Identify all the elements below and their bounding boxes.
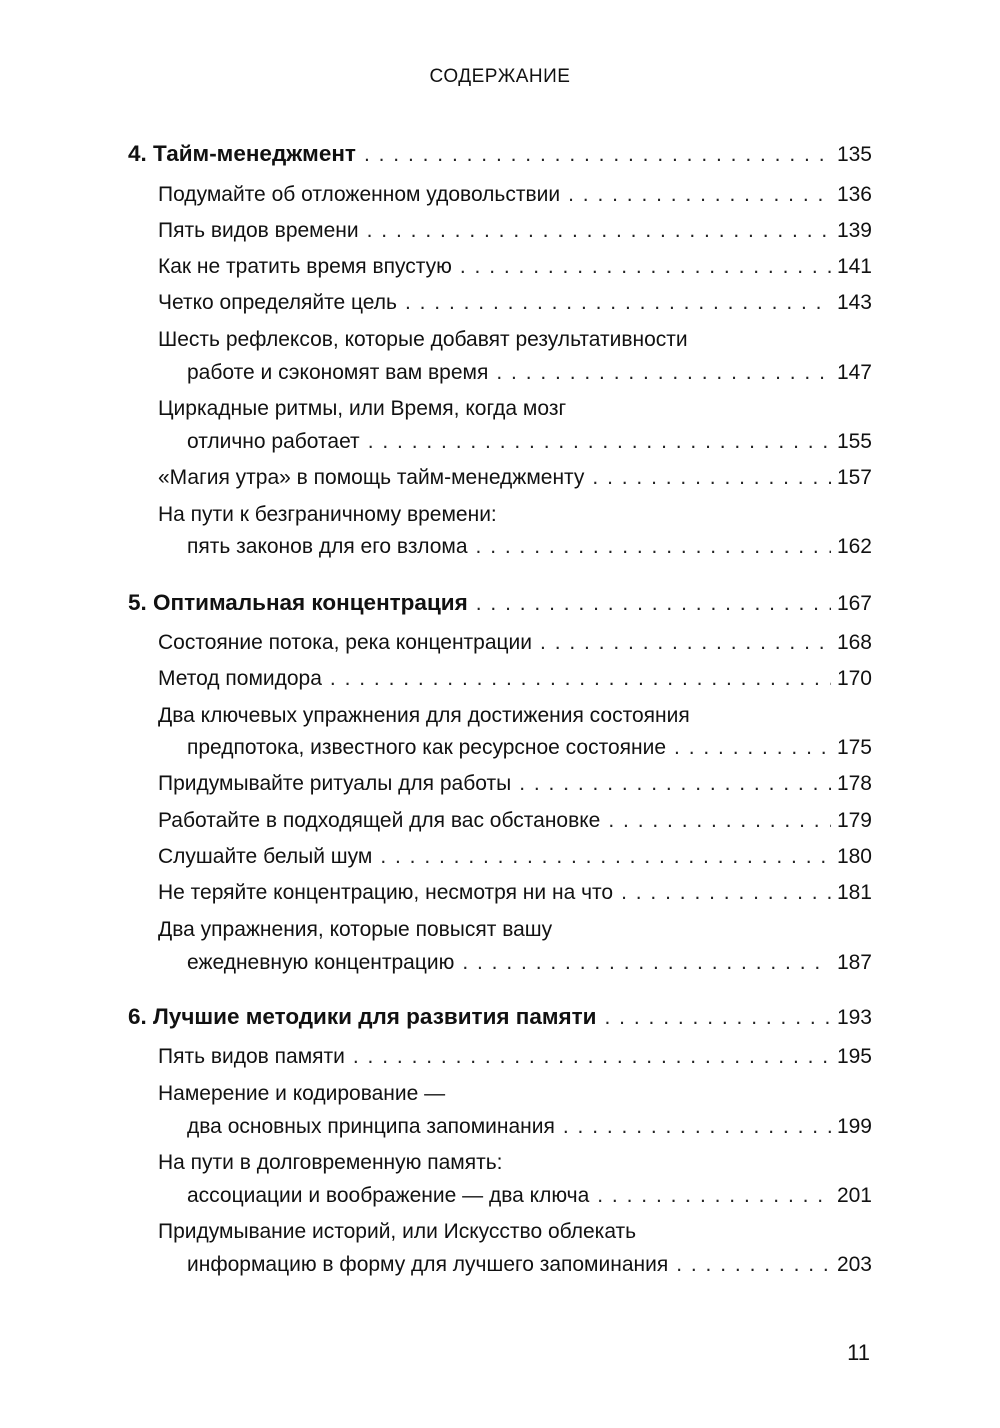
chapter-title: 5. Оптимальная концентрация	[128, 590, 468, 615]
entry-title-continuation: ежедневную концентрацию	[187, 951, 455, 974]
toc-entry[interactable]	[158, 879, 872, 907]
leader-dots	[330, 665, 831, 693]
leader-dots	[460, 253, 831, 281]
leader-dots	[605, 1004, 831, 1032]
entry-title: Два ключевых упражнения для достижения состояния	[158, 704, 690, 727]
entry-title-continuation: ассоциации и воображение — два ключа	[187, 1184, 590, 1207]
entry-title: На пути к безграничному времени:	[158, 503, 497, 526]
entry-title: Не теряйте концентрацию, несмотря ни на что	[158, 881, 614, 904]
page-number: 175	[836, 736, 872, 759]
leader-dots	[676, 1251, 831, 1279]
leader-dots	[476, 590, 831, 618]
chapter-title: 6. Лучшие методики для развития памяти	[128, 1004, 597, 1029]
entry-title: Придумывание историй, или Искусство облекать	[158, 1220, 637, 1243]
toc-entry-first-line[interactable]	[158, 1218, 872, 1246]
toc-entry-first-line[interactable]	[158, 501, 872, 529]
entry-title-continuation: пять законов для его взлома	[187, 535, 468, 558]
page-number: 170	[836, 667, 872, 690]
page-number: 139	[836, 219, 872, 242]
page-number: 147	[836, 361, 872, 384]
page-number: 193	[836, 1006, 872, 1029]
toc-entry[interactable]	[158, 807, 872, 835]
entry-title: Метод помидора	[158, 667, 322, 690]
entry-title: Два упражнения, которые повысят вашу	[158, 918, 553, 941]
entry-title-continuation: отлично работает	[187, 430, 360, 453]
page-number: 136	[836, 183, 872, 206]
page-number: 168	[836, 631, 872, 654]
leader-dots	[674, 734, 831, 762]
toc-entry[interactable]	[158, 217, 872, 245]
toc-entry-continuation[interactable]	[187, 428, 872, 456]
entry-title: Работайте в подходящей для вас обстановке	[158, 809, 601, 832]
page-number: 155	[836, 430, 872, 453]
entry-title: Пять видов памяти	[158, 1045, 345, 1068]
leader-dots	[608, 807, 831, 835]
leader-dots	[592, 464, 831, 492]
folio-page-number: 11	[847, 1340, 870, 1365]
page-number: 203	[836, 1253, 872, 1276]
leader-dots	[380, 843, 831, 871]
toc-entry[interactable]	[158, 289, 872, 317]
entry-title: Как не тратить время впустую	[158, 255, 452, 278]
leader-dots	[496, 359, 831, 387]
page-number: 141	[836, 255, 872, 278]
running-header: СОДЕРЖАНИЕ	[429, 66, 571, 87]
toc-entry-first-line[interactable]	[158, 1080, 872, 1108]
leader-dots	[367, 217, 831, 245]
leader-dots	[368, 428, 831, 456]
toc-entry-continuation[interactable]	[187, 1182, 872, 1210]
leader-dots	[597, 1182, 831, 1210]
toc-chapter-6[interactable]	[128, 1003, 872, 1032]
toc-entry-continuation[interactable]	[187, 1113, 872, 1141]
entry-title-continuation: два основных принципа запоминания	[187, 1115, 555, 1138]
chapter-title: 4. Тайм-менеджмент	[128, 141, 356, 166]
toc-entry[interactable]	[158, 464, 872, 492]
leader-dots	[563, 1113, 831, 1141]
toc-entry[interactable]	[158, 181, 872, 209]
page-number: 178	[836, 772, 872, 795]
page-number: 135	[836, 143, 872, 166]
page-number: 167	[836, 592, 872, 615]
page-number: 143	[836, 291, 872, 314]
toc-entry-continuation[interactable]	[187, 359, 872, 387]
leader-dots	[405, 289, 831, 317]
entry-title-continuation: информацию в форму для лучшего запоминания	[187, 1253, 669, 1276]
page-number: 199	[836, 1115, 872, 1138]
toc-entry-continuation[interactable]	[187, 949, 872, 977]
toc-entry[interactable]	[158, 253, 872, 281]
toc-entry[interactable]	[158, 1043, 872, 1071]
entry-title-continuation: предпотока, известного как ресурсное состояние	[187, 736, 667, 759]
leader-dots	[568, 181, 831, 209]
toc-entry-continuation[interactable]	[187, 734, 872, 762]
page-number: 201	[836, 1184, 872, 1207]
leader-dots	[476, 533, 831, 561]
toc-entry-first-line[interactable]	[158, 702, 872, 730]
page-number: 195	[836, 1045, 872, 1068]
entry-title: «Магия утра» в помощь тайм-менеджменту	[158, 466, 585, 489]
toc-entry-continuation[interactable]	[187, 1251, 872, 1279]
entry-title: Шесть рефлексов, которые добавят результативности	[158, 328, 688, 351]
leader-dots	[462, 949, 831, 977]
leader-dots	[353, 1043, 831, 1071]
toc-entry-first-line[interactable]	[158, 326, 872, 354]
entry-title: Подумайте об отложенном удовольствии	[158, 183, 561, 206]
toc-chapter-5[interactable]	[128, 589, 872, 618]
entry-title: Слушайте белый шум	[158, 845, 373, 868]
leader-dots	[364, 141, 831, 169]
entry-title: Намерение и кодирование —	[158, 1082, 446, 1105]
page-number: 181	[836, 881, 872, 904]
toc-entry-first-line[interactable]	[158, 916, 872, 944]
entry-title: Состояние потока, река концентрации	[158, 631, 533, 654]
page-number: 187	[836, 951, 872, 974]
page-number: 179	[836, 809, 872, 832]
toc-entry[interactable]	[158, 665, 872, 693]
toc-entry-first-line[interactable]	[158, 1149, 872, 1177]
toc-entry-continuation[interactable]	[187, 533, 872, 561]
page-number: 162	[836, 535, 872, 558]
entry-title-continuation: работе и сэкономят вам время	[187, 361, 489, 384]
leader-dots	[519, 770, 831, 798]
toc-entry-first-line[interactable]	[158, 395, 872, 423]
toc-entry[interactable]	[158, 843, 872, 871]
entry-title: Циркадные ритмы, или Время, когда мозг	[158, 397, 567, 420]
leader-dots	[621, 879, 831, 907]
entry-title: Пять видов времени	[158, 219, 359, 242]
page-number: 180	[836, 845, 872, 868]
entry-title: На пути в долговременную память:	[158, 1151, 503, 1174]
entry-title: Четко определяйте цель	[158, 291, 397, 314]
entry-title: Придумывайте ритуалы для работы	[158, 772, 512, 795]
toc-entry[interactable]	[158, 770, 872, 798]
leader-dots	[540, 629, 831, 657]
toc-chapter-4[interactable]	[128, 140, 872, 169]
toc-entry[interactable]	[158, 629, 872, 657]
page-number: 157	[836, 466, 872, 489]
